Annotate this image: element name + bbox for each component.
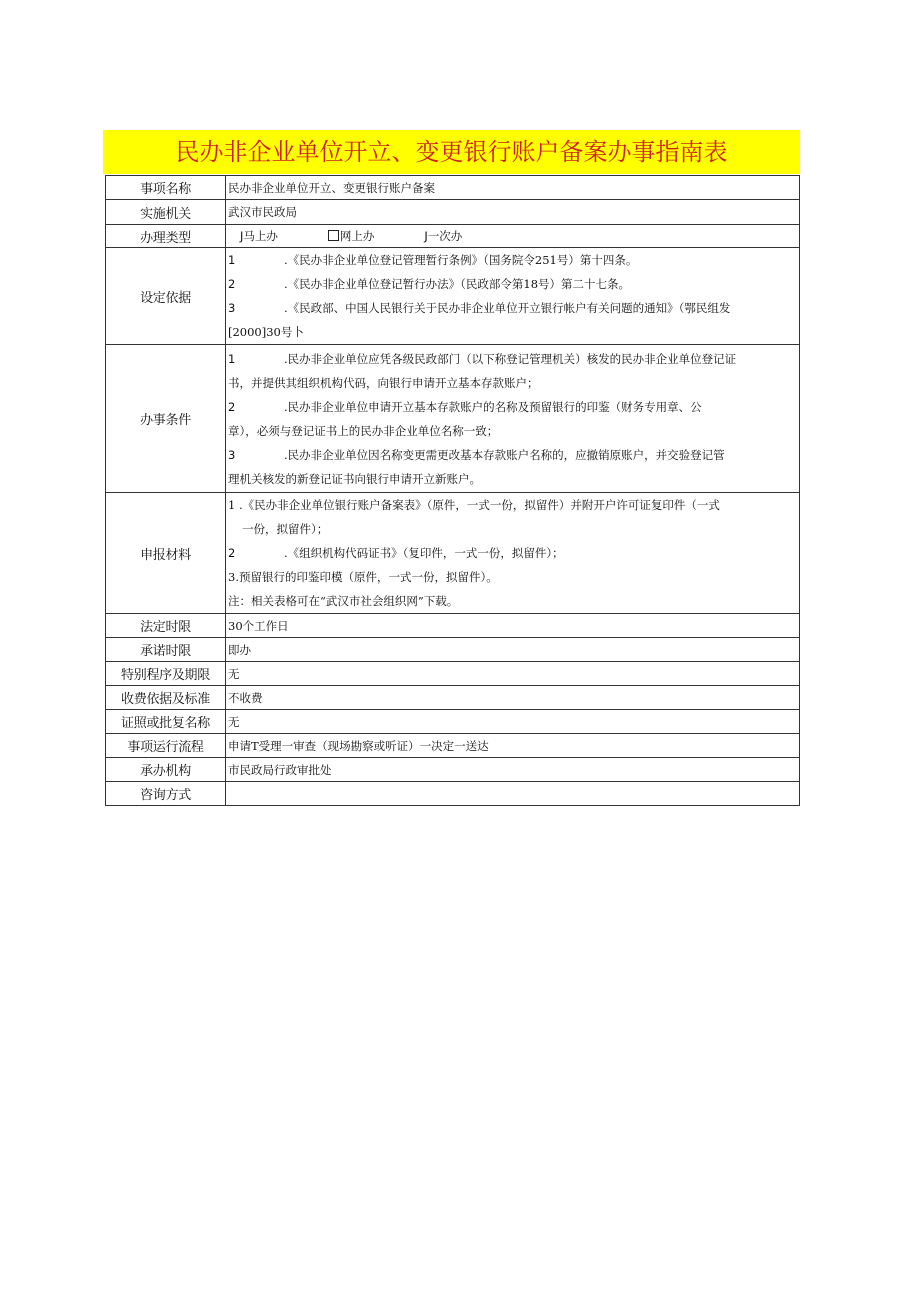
row-value	[226, 248, 800, 345]
condition-continuation: 理机关核发的新登记证书向银行申请开立新账户。	[228, 471, 481, 486]
row-item-name	[106, 176, 800, 200]
guide-table	[105, 175, 800, 806]
handling-option-label: 网上办	[339, 229, 375, 243]
row-label: 收费依据及标准	[106, 686, 226, 710]
condition-continuation: 书，并提供其组织机构代码，向银行申请开立基本存款账户；	[228, 375, 539, 390]
row-value	[226, 782, 800, 806]
item-number: 1	[228, 351, 236, 366]
material-continuation: 一份，拟留件）；	[242, 522, 329, 536]
row-label: 特别程序及期限	[106, 662, 226, 686]
row-legal-limit	[106, 614, 800, 638]
item-number: 1	[228, 253, 236, 267]
row-label: 法定时限	[106, 614, 226, 638]
check-mark-icon: J	[424, 229, 428, 243]
row-label: 实施机关	[106, 200, 226, 225]
row-basis	[106, 248, 800, 345]
item-text: .《民办非企业单位登记管理暂行条例》（国务院令251号）第十四条。	[284, 253, 638, 267]
condition-continuation: 章），必须与登记证书上的民办非企业单位名称一致；	[228, 423, 499, 438]
row-value	[226, 493, 800, 614]
basis-continuation: [2000]30号卜	[228, 325, 304, 339]
row-value: 民办非企业单位开立、变更银行账户备案	[226, 176, 800, 200]
item-text: .民办非企业单位因名称变更需更改基本存款账户名称的，应撤销原账户，并交验登记管	[284, 447, 725, 462]
row-special-procedure	[106, 662, 800, 686]
material-item: 3.预留银行的印鉴印模（原件，一式一份，拟留件）。	[228, 570, 498, 584]
row-label: 设定依据	[106, 248, 226, 345]
row-label: 事项名称	[106, 176, 226, 200]
row-label: 承诺时限	[106, 638, 226, 662]
row-label: 办理类型	[106, 225, 226, 248]
row-flow	[106, 734, 800, 758]
item-text: .民办非企业单位申请开立基本存款账户的名称及预留银行的印鉴（财务专用章、公	[284, 399, 702, 414]
row-value: 无	[226, 710, 800, 734]
item-number: 2	[228, 277, 236, 291]
row-handler	[106, 758, 800, 782]
row-value	[226, 345, 800, 493]
handling-type-options	[228, 225, 797, 247]
checkbox-icon	[328, 230, 339, 241]
material-note: 注：相关表格可在“武汉市社会组织网”下载。	[228, 594, 459, 608]
row-label: 申报材料	[106, 493, 226, 614]
material-item	[228, 541, 797, 565]
row-conditions	[106, 345, 800, 493]
item-text: .民办非企业单位应凭各级民政部门（以下称登记管理机关）核发的民办非企业单位登记证	[284, 351, 737, 366]
handling-option	[328, 225, 375, 247]
row-value: 市民政局行政审批处	[226, 758, 800, 782]
item-number: 3	[228, 301, 236, 315]
row-materials	[106, 493, 800, 614]
row-value: 武汉市民政局	[226, 200, 800, 225]
row-value: 无	[226, 662, 800, 686]
row-label: 证照或批复名称	[106, 710, 226, 734]
item-text: .《民政部、中国人民银行关于民办非企业单位开立银行帐户有关问题的通知》（鄂民组发	[284, 301, 731, 315]
condition-item	[228, 443, 797, 467]
basis-item	[228, 272, 797, 296]
condition-item	[228, 347, 797, 371]
row-label: 咨询方式	[106, 782, 226, 806]
handling-option-label: 马上办	[243, 229, 278, 243]
item-text: .《组织机构代码证书》（复印件，一式一份，拟留件）；	[284, 546, 564, 560]
row-label: 事项运行流程	[106, 734, 226, 758]
material-item: 1 .《民办非企业单位银行账户备案表》（原件，一式一份，拟留件）并附开户许可证复印件（一式	[228, 498, 720, 512]
row-value: 即办	[226, 638, 800, 662]
row-label: 承办机构	[106, 758, 226, 782]
row-label: 办事条件	[106, 345, 226, 493]
condition-item	[228, 395, 797, 419]
row-promised-limit	[106, 638, 800, 662]
item-number: 3	[228, 447, 236, 462]
basis-item	[228, 296, 797, 320]
row-agency	[106, 200, 800, 225]
item-number: 2	[228, 399, 236, 414]
item-number: 2	[228, 546, 236, 560]
row-consult	[106, 782, 800, 806]
row-value: 不收费	[226, 686, 800, 710]
row-value	[226, 225, 800, 248]
row-value: 30个工作日	[226, 614, 800, 638]
basis-item	[228, 248, 797, 272]
row-handling-type	[106, 225, 800, 248]
item-text: .《民办非企业单位登记暂行办法》（民政部令第18号）第二十七条。	[284, 277, 631, 291]
handling-option	[424, 225, 462, 247]
page-title: 民办非企业单位开立、变更银行账户备案办事指南表	[103, 130, 800, 174]
row-value: 申请T受理一审查（现场勘察或听证）一决定一送达	[226, 734, 800, 758]
row-license	[106, 710, 800, 734]
handling-option	[240, 225, 278, 247]
check-mark-icon: J	[240, 229, 244, 243]
handling-option-label: 一次办	[427, 229, 463, 243]
row-fee	[106, 686, 800, 710]
